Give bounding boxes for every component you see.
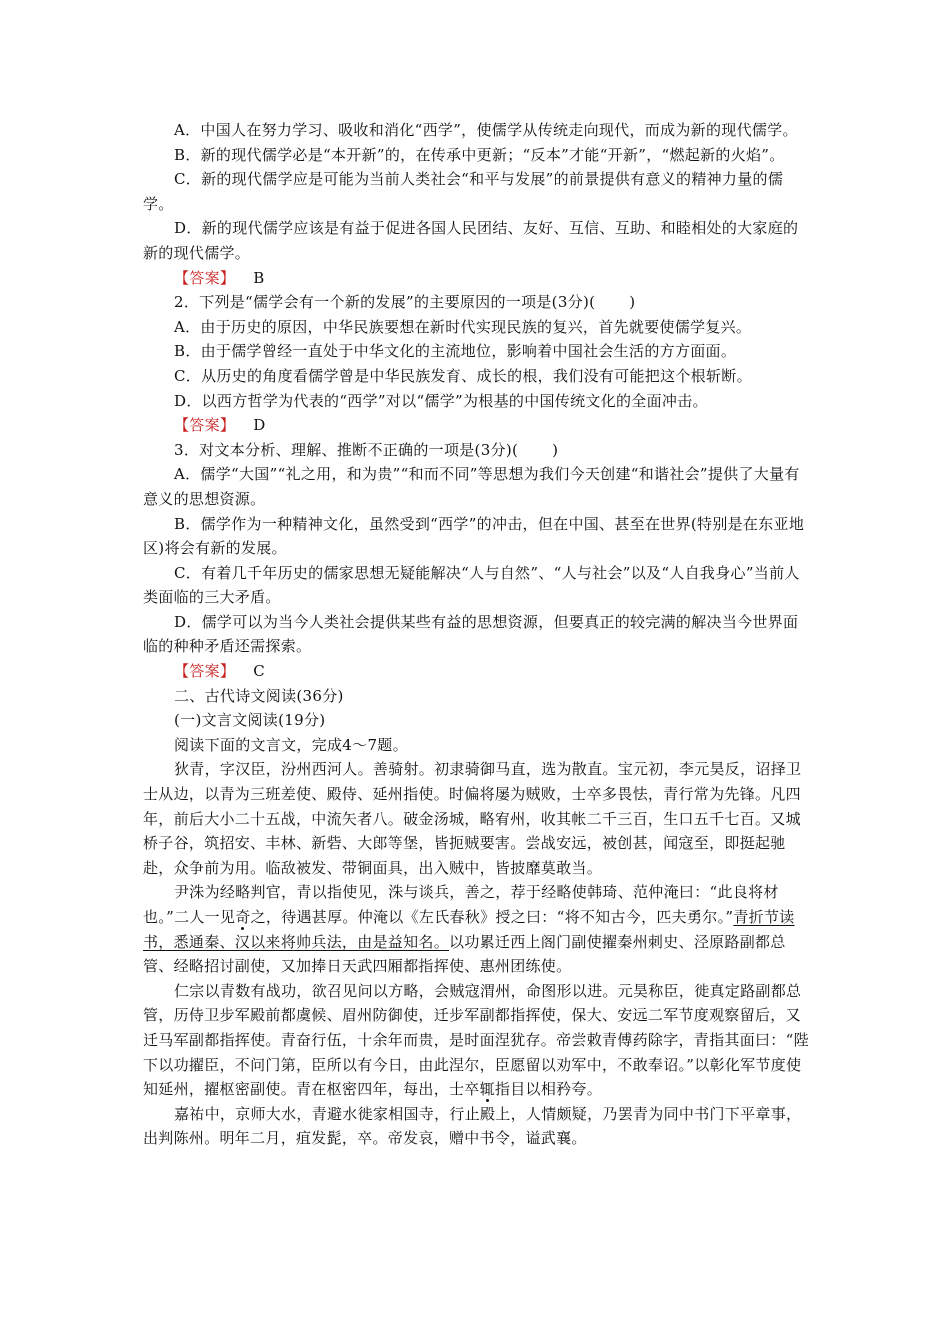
subsection-title: (一)文言文阅读(19分) [174, 711, 326, 730]
q3-option-c: C．有着几千年历史的儒家思想无疑能解决“人与自然”、“人与社会”以及“人自我身心”当前人类面临的三大矛盾。 [143, 563, 800, 607]
q3-answer-line [143, 659, 811, 684]
passage-p3-text-b: 指目以相矜夸。 [494, 1080, 603, 1099]
q2-stem-line [143, 290, 811, 315]
passage-paragraph-2 [143, 880, 811, 978]
reading-instruction: 阅读下面的文言文，完成4～7题。 [174, 735, 408, 754]
answer-tag: 【答案】 [174, 416, 236, 435]
passage-paragraph-4: 嘉祐中，京师大水，青避水徙家相国寺，行止殿上，人情颇疑，乃罢青为同中书门下平章事，出判陈州。明年二月，疽发髭，卒。帝发哀，赠中书令，谥武襄。 [143, 1104, 802, 1148]
passage-p2-text-b: 之，待遇甚厚。仲淹以《左氏春秋》授之曰：“将不知古今，匹夫勇尔。” [250, 908, 734, 926]
underlined-sentence: 青折节读书，悉通秦、汉以来将帅兵法，由是益知名。 [143, 908, 795, 951]
emphasis-dot-char: 奇 [235, 908, 251, 926]
q2-stem: 2．下列是“儒学会有一个新的发展”的主要原因的一项是(3分)( [174, 293, 596, 312]
q2-option-b: B．由于儒学曾经一直处于中华文化的主流地位，影响着中国社会生活的方方面面。 [174, 342, 737, 361]
q1-option-a: A．中国人在努力学习、吸收和消化“西学”，使儒学从传统走向现代，而成为新的现代儒学。 [174, 121, 798, 139]
q1-answer-line [143, 266, 811, 291]
passage-p3-text-a: 仁宗以青数有战功，欲召见问以方略，会贼寇渭州，命图形以进。元昊称臣，徙真定路副都总管，历侍卫步军殿前都虞候、眉州防御使，迁步军副都指挥使，保大、安远二军节度观察留后，又迁马军副都指挥使。青奋行伍，十余年而贵，是时面涅犹存。帝尝敕青傅药除字，青指其面曰：“陛下以功擢臣，不问门第，臣所以有今日，由此涅尔，臣愿留以劝军中，不敢奉诏。”以彰化军节度使知延州，擢枢密副使。青在枢密四年，每出，士卒 [143, 981, 809, 1099]
q2-option-a: A．由于历史的原因，中华民族要想在新时代实现民族的复兴，首先就要使儒学复兴。 [174, 317, 752, 336]
q1-option-b: B．新的现代儒学必是“本开新”的，在传承中更新；“反本”才能“开新”，“燃起新的火焰”。 [174, 145, 785, 164]
q3-option-a: A．儒学“大国”“礼之用，和为贵”“和而不同”等思想为我们今天创建“和谐社会”提供了大量有意义的思想资源。 [143, 465, 800, 508]
q2-stem-close: ) [629, 293, 636, 312]
answer-tag: 【答案】 [174, 662, 236, 681]
q3-answer: C [253, 662, 265, 681]
q3-option-d: D．儒学可以为当今人类社会提供某些有益的思想资源，但要真正的较完满的解决当今世界面临的种种矛盾还需探索。 [143, 612, 799, 656]
q1-option-c: C．新的现代儒学应是可能为当前人类社会“和平与发展”的前景提供有意义的精神力量的儒学。 [143, 170, 784, 213]
passage-p2-text-a: 尹洙为经略判官，青以指使见，洙与谈兵，善之，荐于经略使韩琦、范仲淹曰：“此良将材也。”二人一见 [143, 883, 779, 926]
q2-option-d: D．以西方哲学为代表的“西学”对以“儒学”为根基的中国传统文化的全面冲击。 [174, 391, 708, 410]
document-body [143, 118, 811, 1151]
q1-option-d: D．新的现代儒学应该是有益于促进各国人民团结、友好、互信、互助、和睦相处的大家庭的新的现代儒学。 [143, 219, 799, 262]
q2-option-c: C．从历史的角度看儒学曾是中华民族发育、成长的根，我们没有可能把这个根斩断。 [174, 366, 752, 385]
passage-p2-text-c: 以功累迁西上阁门副使擢秦州刺史、泾原路副都总管、经略招讨副使，又加捧日天武四厢都指挥使、惠州团练使。 [143, 932, 786, 976]
q2-answer-line [143, 413, 811, 438]
passage-paragraph-1: 狄青，字汉臣，汾州西河人。善骑射。初隶骑御马直，选为散直。宝元初，李元昊反，诏择卫士从边，以青为三班差使、殿侍、延州指使。时偏将屡为贼败，士卒多畏怯，青行常为先锋。凡四年，前后大小二十五战，中流矢者八。破金汤城，略宥州，收其帐二千三百，生口五千七百。又城桥子谷，筑招安、丰林、新砦、大郎等堡，皆扼贼要害。尝战安远，被创甚，闻寇至，即挺起驰赴，众争前为用。临敌被发、带铜面具，出入贼中，皆披靡莫敢当。 [143, 760, 802, 877]
passage-paragraph-3 [143, 979, 811, 1102]
section-title: 二、古代诗文阅读(36分) [174, 686, 344, 705]
q1-answer: B [253, 268, 265, 287]
q3-stem: 3．对文本分析、理解、推断不正确的一项是(3分)( [174, 440, 519, 459]
q3-stem-line [143, 438, 811, 463]
q3-stem-close: ) [552, 440, 559, 459]
q3-option-b: B．儒学作为一种精神文化，虽然受到“西学”的冲击，但在中国、甚至在世界(特别是在东亚地区)将会有新的发展。 [143, 514, 805, 558]
answer-tag: 【答案】 [174, 268, 236, 287]
q2-answer: D [253, 416, 266, 435]
emphasis-dot-char: 辄 [479, 1080, 495, 1099]
